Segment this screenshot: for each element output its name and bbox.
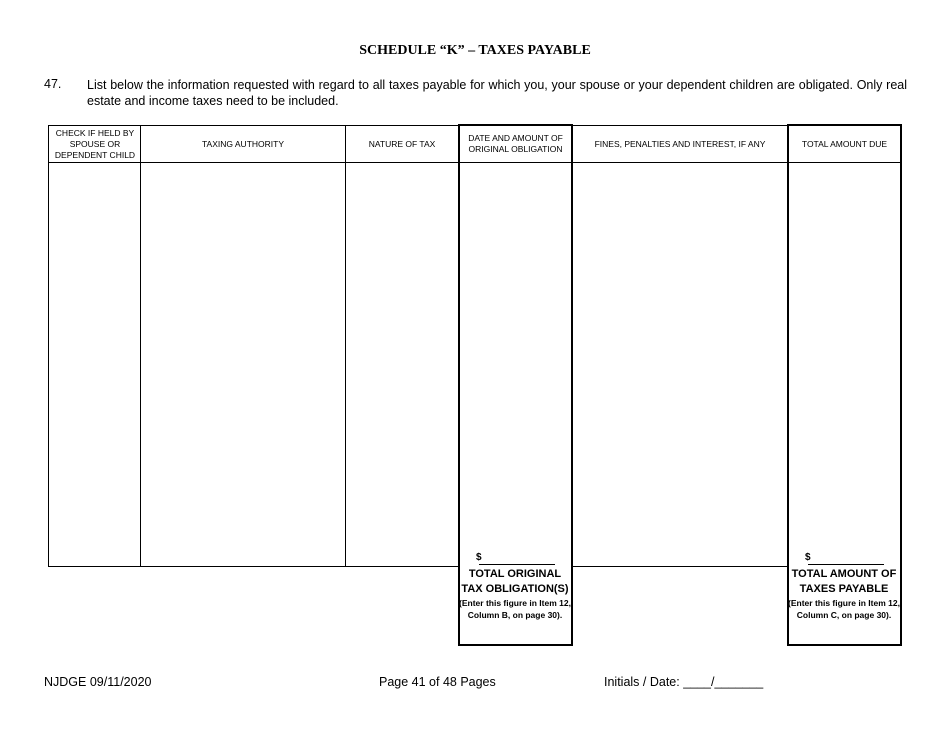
header-check-held: CHECK IF HELD BY SPOUSE OR DEPENDENT CHILD: [54, 127, 136, 160]
header-taxing-authority: TAXING AUTHORITY: [201, 138, 285, 149]
col-divider-0: [48, 125, 49, 567]
total-due-box-bottom: [787, 644, 902, 646]
header-total-amount-due: TOTAL AMOUNT DUE: [801, 138, 888, 149]
col-divider-6: [900, 124, 902, 646]
col-divider-2: [345, 125, 346, 567]
total-due-note: (Enter this figure in Item 12, Column C, on page 30).: [788, 598, 900, 620]
initials-date-field[interactable]: Initials / Date: ____/_______: [604, 675, 764, 689]
item-number: 47.: [44, 77, 62, 91]
total-due-label: [788, 567, 900, 621]
total-original-label: [459, 567, 571, 621]
dollar-sign: $: [476, 552, 482, 563]
item-instructions: List below the information requested with regard to all taxes payable for which you, your spouse or your dependent children are obligated. Only real estate and income taxes need to be included.: [87, 78, 907, 108]
total-due-blank-line: [808, 553, 884, 565]
page-number: Page 41 of 48 Pages: [379, 675, 496, 689]
total-original-box-bottom: [458, 644, 573, 646]
form-id: NJDGE 09/11/2020: [44, 675, 152, 689]
header-bottom-border: [48, 162, 902, 163]
total-original-note: (Enter this figure in Item 12, Column B, on page 30).: [459, 598, 571, 620]
header-date-amount: DATE AND AMOUNT OF ORIGINAL OBLIGATION: [468, 133, 563, 154]
total-original-title: TOTAL ORIGINAL TAX OBLIGATION(S): [461, 568, 569, 595]
col-divider-4: [571, 124, 573, 646]
header-fines-penalties: FINES, PENALTIES AND INTEREST, IF ANY: [594, 138, 766, 149]
header-nature-of-tax: NATURE OF TAX: [368, 138, 436, 149]
table-bottom-border-mid: [573, 566, 787, 567]
total-original-amount-field[interactable]: [476, 553, 576, 566]
total-original-blank-line: [479, 553, 555, 565]
total-due-amount-field[interactable]: [805, 553, 905, 566]
dollar-sign: $: [805, 552, 811, 563]
total-due-title: TOTAL AMOUNT OF TAXES PAYABLE: [791, 568, 897, 595]
table-bottom-border: [48, 566, 458, 567]
col-divider-1: [140, 125, 141, 567]
schedule-title: SCHEDULE “K” – TAXES PAYABLE: [359, 43, 591, 58]
